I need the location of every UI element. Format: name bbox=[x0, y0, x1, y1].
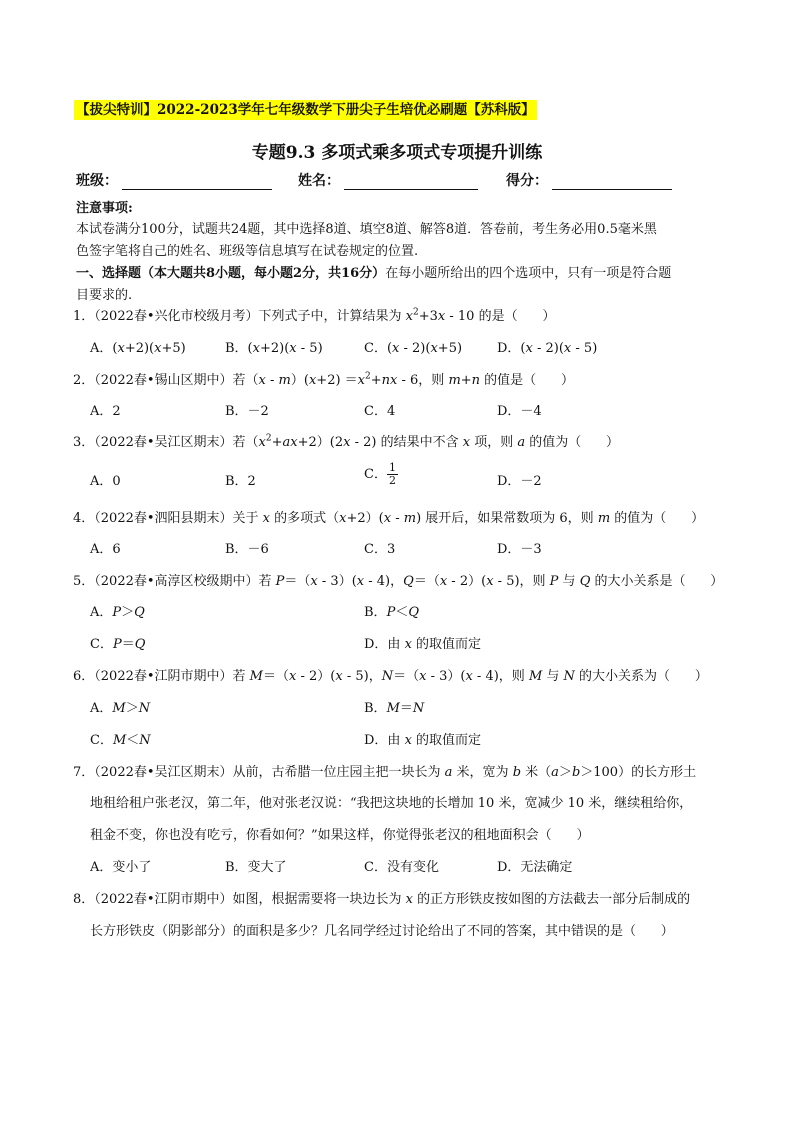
series-banner: 【拔尖特训】2022-2023学年七年级数学下册尖子生培优必刷题【苏科版】 bbox=[76, 102, 535, 118]
question-3-stem: 3．（2022春•吴江区期末）若$(x^2+ax+2)(2x - 2)$ 的结果中不含 x 项，则 a 的值为（ ） bbox=[73, 433, 620, 450]
notes-heading: 注意事项: bbox=[76, 201, 133, 216]
notes-line-2: 色签字笔将自己的姓名、班级等信息填写在试卷规定的位置. bbox=[76, 244, 419, 259]
q5-option-d[interactable]: D．由 x 的取值而定 bbox=[364, 637, 482, 652]
q2-option-c[interactable]: C．4 bbox=[364, 404, 396, 419]
student-info-row bbox=[76, 170, 672, 190]
q4-option-b[interactable]: B．－6 bbox=[225, 542, 269, 557]
question-6-stem: 6．（2022春•江阴市期中）若 M＝（x - 2）(x - 5)，N＝（x - 3）(x - 4)，则 M 与 N 的大小关系为（ ） bbox=[73, 669, 708, 684]
q7-option-c[interactable]: C．没有变化 bbox=[364, 860, 439, 875]
q6-option-a[interactable]: A．M＞N bbox=[90, 701, 151, 716]
q2-option-a[interactable]: A．2 bbox=[90, 404, 121, 419]
score-label: 得分： bbox=[506, 173, 548, 189]
q5-option-b[interactable]: B．P＜Q bbox=[364, 605, 419, 620]
q4-option-c[interactable]: C．3 bbox=[364, 542, 396, 557]
question-8-stem-line-1: 8．（2022春•江阴市期中）如图，根据需要将一块边长为 x 的正方形铁皮按如图的方法截去一部分后制成的 bbox=[73, 892, 691, 907]
question-7-stem-line-2: 地租给租户张老汉，第二年，他对张老汉说：“我把这块地的长增加 10 米，宽减少 10 米，继续租给你， bbox=[90, 796, 693, 811]
q3-option-c[interactable]: C． $\frac{1}{2}$ bbox=[364, 461, 396, 487]
q6-option-d[interactable]: D．由 x 的取值而定 bbox=[364, 733, 482, 748]
q3-option-a[interactable]: A．0 bbox=[90, 474, 121, 489]
score-blank[interactable] bbox=[552, 173, 672, 190]
q7-option-a[interactable]: A．变小了 bbox=[90, 860, 152, 875]
q1-option-a[interactable]: A．(x+2)(x+5) bbox=[90, 341, 186, 356]
q3-option-b[interactable]: B．2 bbox=[225, 474, 256, 489]
q7-option-d[interactable]: D．无法确定 bbox=[497, 860, 573, 875]
question-1-stem: 1．（2022春•兴化市校级月考）下列式子中，计算结果为 $x^2+3x - 10$ 的是（ ） bbox=[73, 307, 556, 324]
q6-option-b[interactable]: B．M＝N bbox=[364, 701, 425, 716]
notes-line-1: 本试卷满分100分，试题共24题，其中选择8道、填空8道、解答8道．答卷前，考生务必用0.5毫米黑 bbox=[76, 222, 657, 237]
question-8-stem-line-2: 长方形铁皮（阴影部分）的面积是多少？几名同学经过讨论给出了不同的答案，其中错误的是（ ） bbox=[90, 924, 674, 939]
q6-option-c[interactable]: C．M＜N bbox=[90, 733, 151, 748]
q2-option-d[interactable]: D．－4 bbox=[497, 404, 542, 419]
q1-option-b[interactable]: B．(x+2)(x - 5) bbox=[225, 341, 323, 356]
q1-option-c[interactable]: C．(x - 2)(x+5) bbox=[364, 341, 463, 356]
question-5-stem: 5．（2022春•高淳区校级期中）若 P＝（x - 3）(x - 4)，Q＝（x - 2）(x - 5)，则 P 与 Q 的大小关系是（ ） bbox=[73, 574, 724, 589]
section-heading-line-2: 目要求的. bbox=[76, 288, 133, 303]
question-2-stem: 2．（2022春•锡山区期中）若$(x - m)(x+2) =x^2+nx - 6$，则 m+n 的值是（ ） bbox=[73, 371, 574, 388]
q1-option-d[interactable]: D．(x - 2)(x - 5) bbox=[497, 341, 598, 356]
class-label: 班级： bbox=[76, 173, 118, 189]
q4-option-a[interactable]: A．6 bbox=[90, 542, 121, 557]
section-heading-rest: 在每小题所给出的四个选项中，只有一项是符合题 bbox=[385, 266, 672, 281]
name-blank[interactable] bbox=[344, 173, 478, 190]
q7-option-b[interactable]: B．变大了 bbox=[225, 860, 287, 875]
class-blank[interactable] bbox=[122, 173, 272, 190]
q5-option-c[interactable]: C．P＝Q bbox=[90, 637, 146, 652]
name-label: 姓名： bbox=[298, 173, 340, 189]
page-title: 专题9.3 多项式乘多项式专项提升训练 bbox=[251, 143, 543, 163]
section-heading bbox=[76, 262, 671, 281]
q4-option-d[interactable]: D．－3 bbox=[497, 542, 542, 557]
section-heading-bold: 一、选择题（本大题共8小题，每小题2分，共16分） bbox=[76, 266, 386, 281]
q3-option-d[interactable]: D．－2 bbox=[497, 474, 542, 489]
q2-option-b[interactable]: B．－2 bbox=[225, 404, 269, 419]
q5-option-a[interactable]: A．P＞Q bbox=[90, 605, 145, 620]
question-7-stem-line-3: 租金不变，你也没有吃亏，你看如何？”如果这样，你觉得张老汉的租地面积会（ ） bbox=[90, 828, 590, 843]
question-7-stem-line-1: 7．（2022春•吴江区期末）从前，古希腊一位庄园主把一块长为 a 米，宽为 b 米（a＞b＞100）的长方形土 bbox=[73, 765, 697, 780]
question-4-stem: 4．（2022春•泗阳县期末）关于 x 的多项式（x+2）(x - m) 展开后，如果常数项为 6，则 m 的值为（ ） bbox=[73, 511, 705, 526]
